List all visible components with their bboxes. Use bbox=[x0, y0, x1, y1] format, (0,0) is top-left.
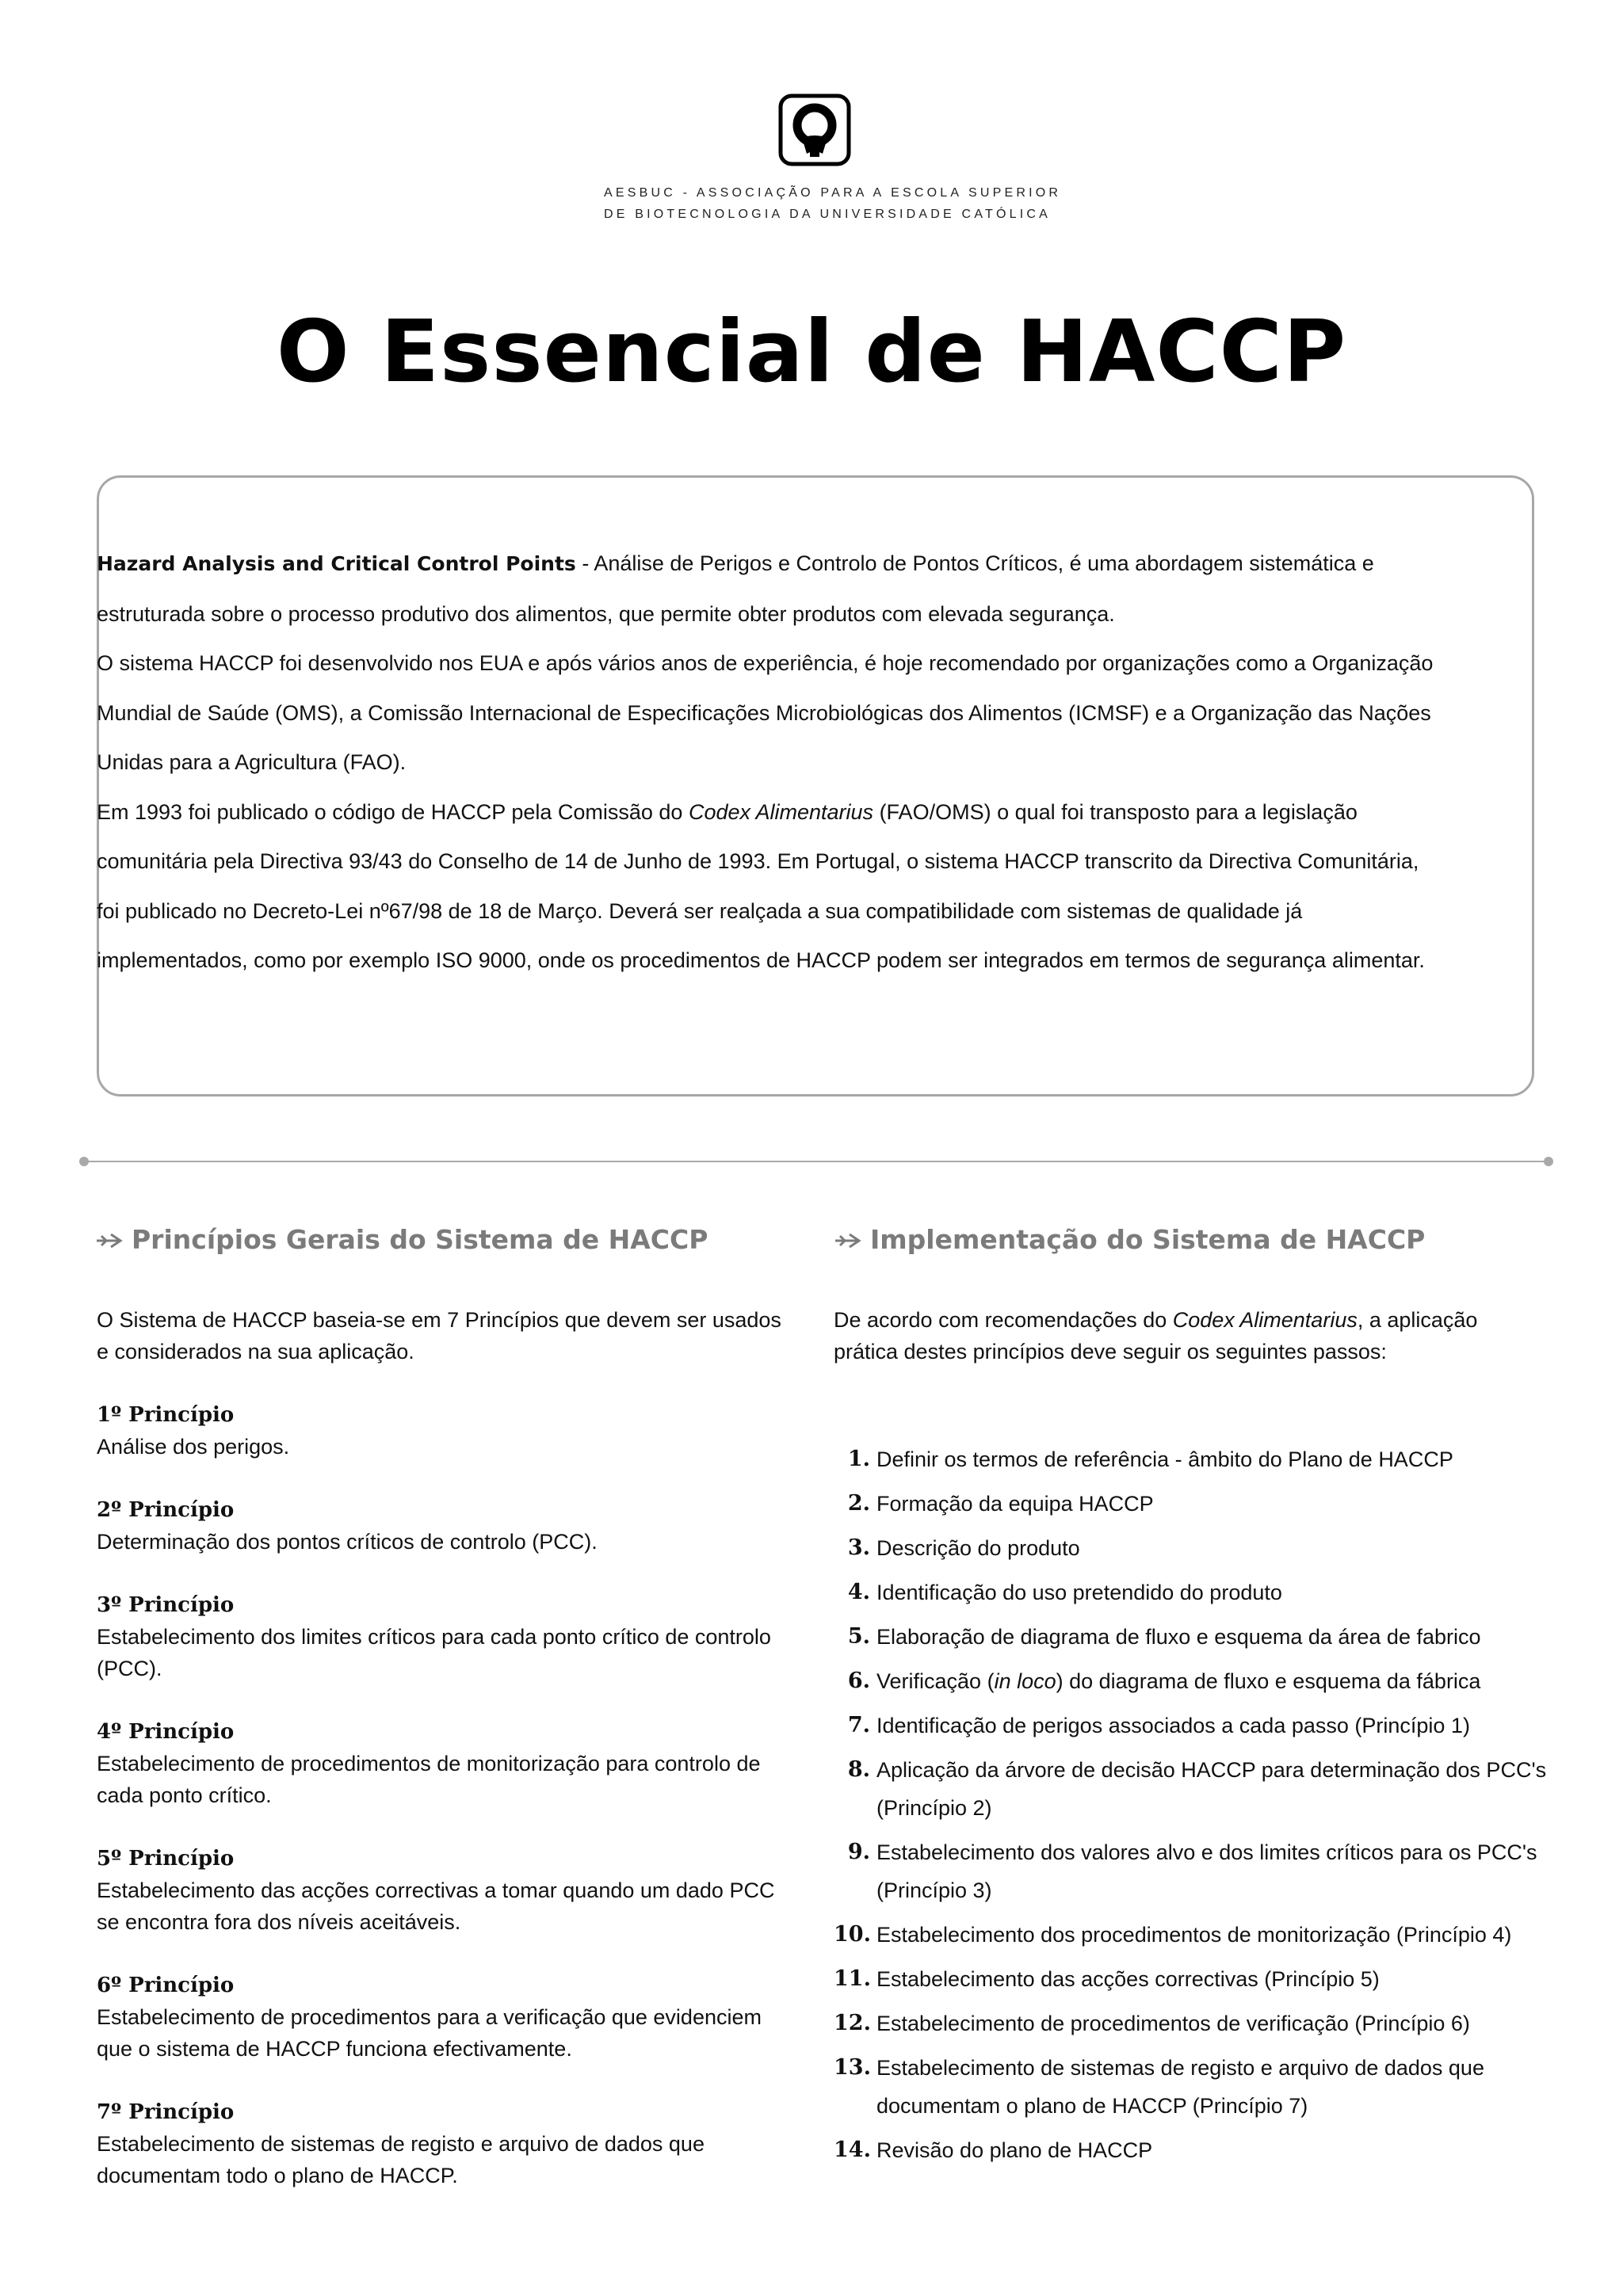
step-text: Identificação de perigos associados a cada passo (Princípio 1) bbox=[876, 1714, 1470, 1737]
step-item bbox=[834, 1573, 1547, 1611]
principle-title: 6º Princípio bbox=[97, 1974, 235, 1997]
step-text: Definir os termos de referência - âmbito do Plano de HACCP bbox=[876, 1447, 1453, 1471]
intro-paragraph-1 bbox=[97, 539, 1444, 639]
step-text: Identificação do uso pretendido do produto bbox=[876, 1581, 1282, 1604]
principle-title: 3º Princípio bbox=[97, 1593, 235, 1617]
step-text-end: ) do diagrama de fluxo e esquema da fábrica bbox=[1056, 1669, 1481, 1693]
principle-title: 2º Princípio bbox=[97, 1498, 235, 1522]
principle-item bbox=[97, 1716, 794, 1811]
step-number: 1. bbox=[847, 1447, 870, 1471]
step-text: Estabelecimento de sistemas de registo e arquivo de dados que documentam o plano de HACCP (Princípio 7) bbox=[876, 2056, 1484, 2118]
principle-text: Estabelecimento de procedimentos para a verificação que evidenciem que o sistema de HACCP funciona efectivamente. bbox=[97, 2005, 762, 2061]
step-item bbox=[834, 2131, 1547, 2169]
divider-dot-right bbox=[1544, 1157, 1553, 1166]
section-divider bbox=[84, 1161, 1549, 1162]
step-number: 6. bbox=[847, 1669, 870, 1693]
principles-intro: O Sistema de HACCP baseia-se em 7 Princípios que devem ser usados e considerados na sua aplicação. bbox=[97, 1308, 781, 1363]
principle-item bbox=[97, 1399, 794, 1463]
step-item bbox=[834, 1751, 1547, 1827]
step-item bbox=[834, 1833, 1547, 1909]
step-item bbox=[834, 1618, 1547, 1656]
organization-name bbox=[604, 182, 1062, 225]
intro-p3-start: Em 1993 foi publicado o código de HACCP pela Comissão do bbox=[97, 799, 689, 824]
step-text: Estabelecimento dos valores alvo e dos limites críticos para os PCC's (Princípio 3) bbox=[876, 1840, 1537, 1902]
intro-text bbox=[97, 539, 1444, 986]
step-item bbox=[834, 1707, 1547, 1745]
principle-title: 7º Princípio bbox=[97, 2100, 235, 2124]
codex-italic: Codex Alimentarius bbox=[1172, 1308, 1358, 1332]
step-text: Aplicação da árvore de decisão HACCP para determinação dos PCC's (Princípio 2) bbox=[876, 1758, 1547, 1820]
step-text: Revisão do plano de HACCP bbox=[876, 2138, 1153, 2162]
principle-text: Estabelecimento de sistemas de registo e arquivo de dados que documentam todo o plano de HACCP. bbox=[97, 2132, 705, 2187]
in-loco-italic: in loco bbox=[994, 1669, 1056, 1693]
step-item bbox=[834, 1960, 1547, 1998]
principle-text: Estabelecimento das acções correctivas a tomar quando um dado PCC se encontra fora dos níveis aceitáveis. bbox=[97, 1878, 775, 1934]
org-line-2: DE BIOTECNOLOGIA DA UNIVERSIDADE CATÓLICA bbox=[604, 208, 1051, 221]
principle-title: 1º Princípio bbox=[97, 1403, 235, 1427]
principle-text: Estabelecimento dos limites críticos para cada ponto crítico de controlo (PCC). bbox=[97, 1625, 771, 1680]
principles-heading-text: Princípios Gerais do Sistema de HACCP bbox=[132, 1224, 708, 1255]
step-text: Formação da equipa HACCP bbox=[876, 1492, 1154, 1516]
plane-arrow-icon bbox=[95, 1231, 124, 1250]
org-line-1: AESBUC - ASSOCIAÇÃO PARA A ESCOLA SUPERIOR bbox=[604, 186, 1062, 200]
principle-item bbox=[97, 1843, 794, 1938]
step-number: 3. bbox=[847, 1535, 870, 1560]
divider-dot-left bbox=[79, 1157, 89, 1166]
page-title: O Essencial de HACCP bbox=[276, 303, 1347, 402]
step-text: Elaboração de diagrama de fluxo e esquema da área de fabrico bbox=[876, 1625, 1481, 1649]
principle-item bbox=[97, 1970, 794, 2065]
step-number: 12. bbox=[834, 2011, 871, 2035]
step-item bbox=[834, 1485, 1547, 1523]
implementation-heading-text: Implementação do Sistema de HACCP bbox=[870, 1224, 1426, 1255]
step-number: 4. bbox=[847, 1580, 870, 1604]
principle-item bbox=[97, 1589, 794, 1684]
impl-intro-start: De acordo com recomendações do bbox=[834, 1308, 1173, 1332]
principle-title: 5º Princípio bbox=[97, 1847, 235, 1871]
step-number: 8. bbox=[847, 1757, 870, 1782]
aesbuc-logo-icon bbox=[778, 93, 851, 166]
principle-item bbox=[97, 1494, 794, 1558]
implementation-intro bbox=[834, 1304, 1531, 1367]
step-number: 2. bbox=[847, 1491, 870, 1516]
step-number: 10. bbox=[834, 1922, 871, 1947]
impl-intro-end: , a aplicação prática destes princípios deve seguir os seguintes passos: bbox=[834, 1308, 1478, 1363]
intro-lead-rest: - Análise de Perigos e Controlo de Pontos Críticos, é uma abordagem sistemática e estruturada sobre o processo produtivo dos alimentos, que permite obter produtos com elevada segurança. bbox=[97, 551, 1374, 626]
intro-lead-bold: Hazard Analysis and Critical Control Points bbox=[97, 552, 576, 575]
step-number: 7. bbox=[847, 1713, 870, 1737]
step-item bbox=[834, 2049, 1547, 2125]
step-number: 13. bbox=[834, 2055, 871, 2080]
principles-heading bbox=[95, 1224, 708, 1255]
principles-column bbox=[97, 1304, 794, 2191]
step-number: 9. bbox=[847, 1840, 870, 1864]
step-number: 5. bbox=[847, 1624, 870, 1649]
intro-paragraph-2: O sistema HACCP foi desenvolvido nos EUA e após vários anos de experiência, é hoje recomendado por organizações como a Organização Mundial de Saúde (OMS), a Comissão Internacional de Especificações Microbiológicas dos Alimentos (ICMSF) e a Organização das Nações Unidas para a Agricultura (FAO). bbox=[97, 651, 1434, 774]
intro-paragraph-3 bbox=[97, 788, 1444, 986]
codex-italic: Codex Alimentarius bbox=[688, 799, 874, 824]
step-text-start: Verificação ( bbox=[876, 1669, 995, 1693]
principle-text: Estabelecimento de procedimentos de monitorização para controlo de cada ponto crítico. bbox=[97, 1752, 761, 1807]
step-text: Estabelecimento dos procedimentos de monitorização (Princípio 4) bbox=[876, 1923, 1512, 1947]
implementation-heading bbox=[834, 1224, 1425, 1255]
step-item bbox=[834, 1916, 1547, 1954]
principle-text: Determinação dos pontos críticos de controlo (PCC). bbox=[97, 1530, 598, 1554]
principle-item bbox=[97, 2096, 794, 2191]
principle-text: Análise dos perigos. bbox=[97, 1435, 290, 1459]
step-number: 14. bbox=[834, 2138, 871, 2162]
plane-arrow-icon bbox=[834, 1231, 862, 1250]
step-item bbox=[834, 1440, 1547, 1478]
step-item bbox=[834, 2004, 1547, 2042]
principle-title: 4º Princípio bbox=[97, 1720, 235, 1744]
step-item bbox=[834, 1529, 1547, 1567]
step-number: 11. bbox=[834, 1966, 871, 1991]
intro-p3-end: (FAO/OMS) o qual foi transposto para a legislação comunitária pela Directiva 93/43 do Conselho de 14 de Junho de 1993. Em Portugal, o sistema HACCP transcrito da Directiva Comunitária, foi publicado no Decreto-Lei nº67/98 de 18 de Março. Deverá ser realçada a sua compatibilidade com sistemas de qualidade já implementados, como por exemplo ISO 9000, onde os procedimentos de HACCP podem ser integrados em termos de segurança alimentar. bbox=[97, 799, 1425, 972]
step-item bbox=[834, 1662, 1547, 1700]
implementation-steps bbox=[834, 1440, 1547, 2176]
step-text: Estabelecimento de procedimentos de verificação (Princípio 6) bbox=[876, 2012, 1470, 2035]
step-text: Estabelecimento das acções correctivas (Princípio 5) bbox=[876, 1967, 1380, 1991]
step-text: Descrição do produto bbox=[876, 1536, 1080, 1560]
